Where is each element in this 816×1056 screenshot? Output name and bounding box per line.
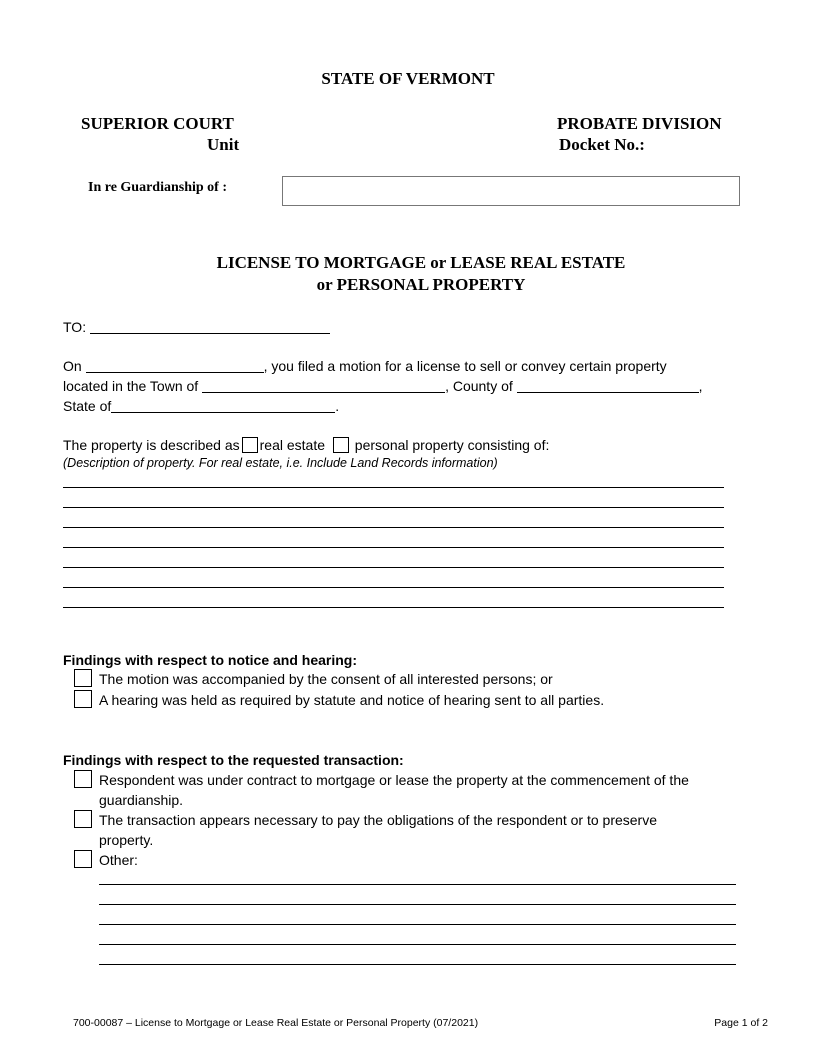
state-label: State of <box>63 398 112 414</box>
contract-label-line2: guardianship. <box>99 792 184 808</box>
motion-line-2 <box>63 376 703 396</box>
described-label: The property is described as <box>63 437 240 453</box>
form-title-line1: LICENSE TO MORTGAGE or LEASE REAL ESTATE <box>216 253 626 272</box>
state-period: . <box>335 398 340 414</box>
state-field[interactable] <box>111 398 335 413</box>
description-line-5[interactable] <box>63 567 724 568</box>
town-label: located in the Town of <box>63 378 199 394</box>
notice-heading: Findings with respect to notice and hearing: <box>63 652 358 668</box>
division-label: PROBATE DIVISION <box>557 114 722 133</box>
other-line-2[interactable] <box>99 904 736 905</box>
court-label: SUPERIOR COURT <box>81 114 234 133</box>
consent-checkbox[interactable] <box>74 669 92 687</box>
contract-checkbox[interactable] <box>74 770 92 788</box>
motion-text: , you filed a motion for a license to sell or convey certain property <box>263 358 667 374</box>
contract-label-line1: Respondent was under contract to mortgage or lease the property at the commencement of the <box>99 772 689 788</box>
personal-property-label: personal property consisting of: <box>354 437 550 453</box>
form-footer-id: 700-00087 – License to Mortgage or Lease Real Estate or Personal Property (07/2021) <box>73 1017 479 1029</box>
description-line-2[interactable] <box>63 507 724 508</box>
guardianship-name-field[interactable] <box>282 176 740 206</box>
town-field[interactable] <box>202 378 445 393</box>
description-line-3[interactable] <box>63 527 724 528</box>
property-description-line <box>63 435 549 455</box>
description-hint: (Description of property. For real estate, i.e. Include Land Records information) <box>63 456 498 470</box>
date-field[interactable] <box>86 358 264 373</box>
hearing-label: A hearing was held as required by statute and notice of hearing sent to all parties. <box>99 692 605 708</box>
unit-label: Unit <box>207 135 240 154</box>
other-line-5[interactable] <box>99 964 736 965</box>
county-comma: , <box>698 378 703 394</box>
necessary-label-line2: property. <box>99 832 154 848</box>
form-title-line2: or PERSONAL PROPERTY <box>316 275 526 294</box>
necessary-label-line1: The transaction appears necessary to pay the obligations of the respondent or to preserve <box>99 812 658 828</box>
to-line <box>63 317 330 337</box>
state-title: STATE OF VERMONT <box>321 69 495 88</box>
other-checkbox[interactable] <box>74 850 92 868</box>
county-label: , County of <box>445 378 513 394</box>
docket-label: Docket No.: <box>559 135 645 154</box>
other-line-1[interactable] <box>99 884 736 885</box>
page-number: Page 1 of 2 <box>714 1017 768 1029</box>
motion-line-3 <box>63 396 339 416</box>
to-label: TO: <box>63 319 87 335</box>
other-line-3[interactable] <box>99 924 736 925</box>
personal-property-checkbox[interactable] <box>333 437 349 453</box>
hearing-checkbox[interactable] <box>74 690 92 708</box>
to-field[interactable] <box>90 319 330 334</box>
necessary-checkbox[interactable] <box>74 810 92 828</box>
description-line-4[interactable] <box>63 547 724 548</box>
description-line-1[interactable] <box>63 487 724 488</box>
real-estate-label: real estate <box>259 437 326 453</box>
other-label: Other: <box>99 852 138 868</box>
other-line-4[interactable] <box>99 944 736 945</box>
description-line-6[interactable] <box>63 587 724 588</box>
real-estate-checkbox[interactable] <box>242 437 258 453</box>
on-label: On <box>63 358 82 374</box>
transaction-heading: Findings with respect to the requested transaction: <box>63 752 404 768</box>
guardianship-label: In re Guardianship of : <box>88 180 227 195</box>
motion-line-1 <box>63 356 667 376</box>
description-line-7[interactable] <box>63 607 724 608</box>
county-field[interactable] <box>517 378 699 393</box>
consent-label: The motion was accompanied by the consent of all interested persons; or <box>99 671 553 687</box>
